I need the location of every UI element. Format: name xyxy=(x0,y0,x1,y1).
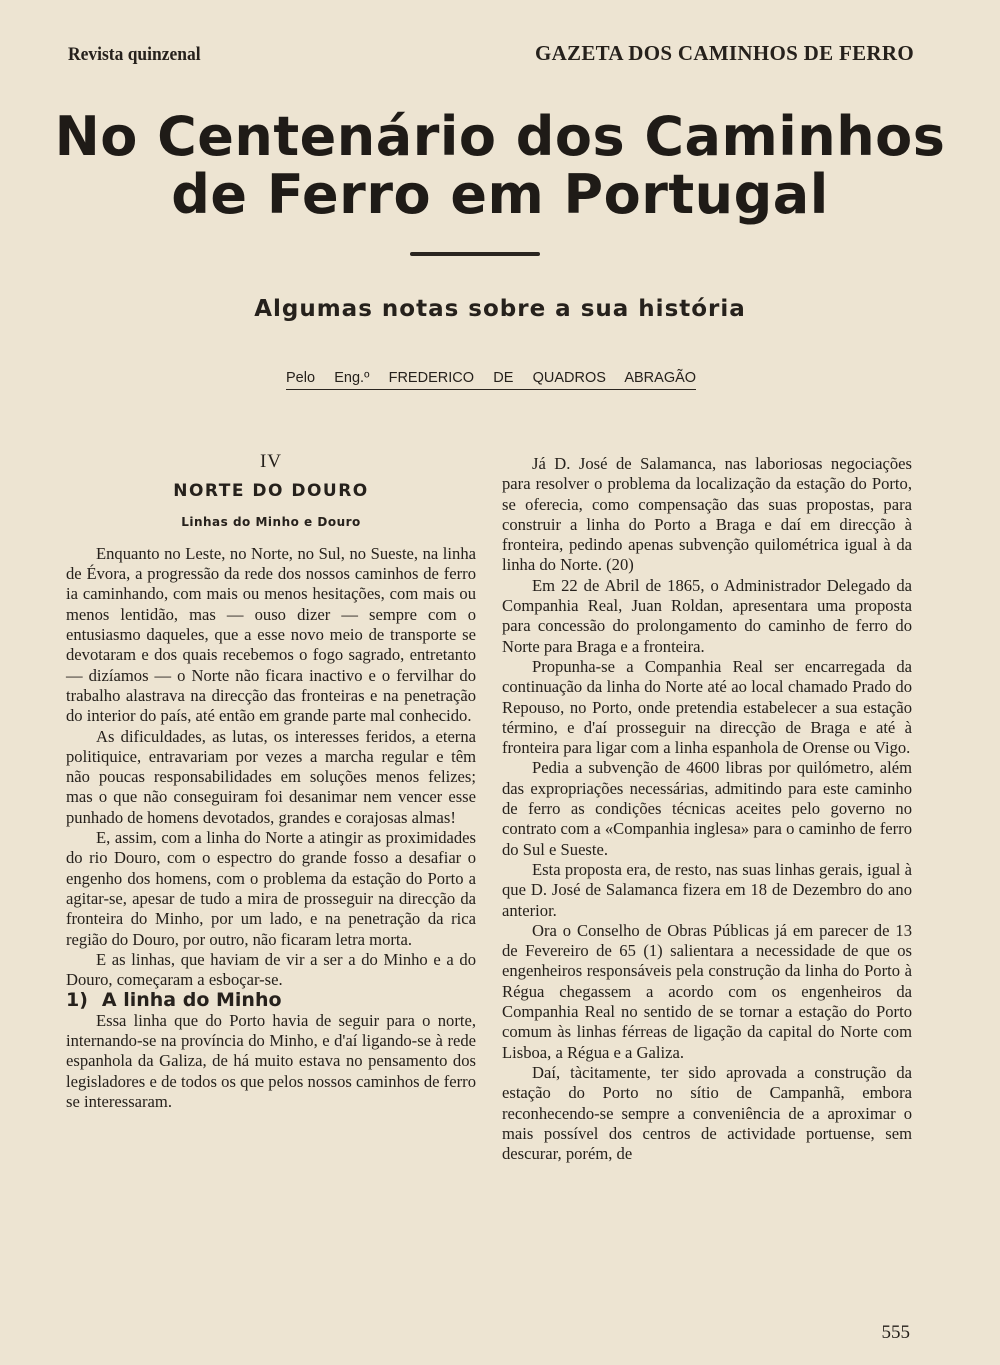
byline-word: ABRAGÃO xyxy=(624,370,697,386)
paragraph: Enquanto no Leste, no Norte, no Sul, no Sueste, na linha de Évora, a progressão da rede dos nossos caminhos de ferro ia caminhando, com mais ou menos hesitações, com mais ou menos lentidão, mas — ouso dizer — sempre com o entusiasmo daqueles, que a esse novo meio de transporte se devotaram e dos quais recebemos o fogo sagrado, entretanto — dizíamos — o Norte não ficara inactivo e o fervilhar do trabalho alastrava na direcção das fronteiras e na penetração do interior do país, até então em grande parte mal conhecido. xyxy=(66,543,476,726)
byline-word: QUADROS xyxy=(532,370,606,386)
journal-frequency-header: Revista quinzenal xyxy=(68,44,201,65)
paragraph: Essa linha que do Porto havia de seguir para o norte, internando-se na província do Minho, e d'aí ligando-se à rede espanhola da Galiza, de há muito estava no pensamento dos legisladores e de todos os que pelos nossos caminhos de ferro se interessaram. xyxy=(66,1010,476,1111)
article-title-line2: de Ferro em Portugal xyxy=(171,163,829,226)
paragraph: E, assim, com a linha do Norte a atingir as proximidades do rio Douro, com o espectro do grande fosso a desafiar o engenho dos homens, com o problema da estação do Porto a agitar-se, apesar de tudo a mira de prosseguir na direcção da fronteira do Minho, por um lado, e na penetração da rica região do Douro, por outro, não ficaram letra morta. xyxy=(66,828,476,949)
paragraph: Em 22 de Abril de 1865, o Administrador Delegado da Companhia Real, Juan Roldan, apresentara uma proposta para concessão do prolongamento do caminho de ferro do Norte para Braga e a fronteira. xyxy=(502,575,912,656)
paragraph: E as linhas, que haviam de vir a ser a do Minho e a do Douro, começaram a esboçar-se. xyxy=(66,949,476,990)
paragraph: Pedia a subvenção de 4600 libras por quilómetro, além das expropriações necessárias, admitindo para este caminho de ferro as condições técnicas aceites pelo governo no contrato com a «Companhia inglesa» para o caminho de ferro do Sul e Sueste. xyxy=(502,758,912,859)
byline-word: Eng.º xyxy=(334,370,370,386)
section-title: NORTE DO DOURO xyxy=(173,481,369,502)
subsection-title: A linha do Minho xyxy=(101,989,282,1012)
section-number: IV xyxy=(259,451,283,472)
paragraph: Esta proposta era, de resto, nas suas linhas gerais, igual à que D. José de Salamanca fizera em 18 de Dezembro do ano anterior. xyxy=(502,859,912,920)
journal-name-header: GAZETA DOS CAMINHOS DE FERRO xyxy=(534,41,914,65)
author-byline xyxy=(286,370,696,390)
article-subtitle: Algumas notas sobre a sua história xyxy=(254,296,746,322)
right-text-column xyxy=(502,454,912,1164)
paragraph: Propunha-se a Companhia Real ser encarregada da continuação da linha do Norte até ao local chamado Prado do Repouso, no Porto, onde pretendia estabelecer a sua estação término, e d'aí prosseguir na direcção de Braga e até à fronteira para ligar com a linha espanhola de Orense ou Vigo. xyxy=(502,656,912,758)
byline-word: Pelo xyxy=(286,370,316,386)
paragraph: Ora o Conselho de Obras Públicas já em parecer de 13 de Fevereiro de 65 (1) salientara a necessidade de que os engenheiros responsáveis pela construção da linha do Porto à Régua chegassem a acordo com os engenheiros da Companhia Real no sentido de se tornar a estação do Porto comum às linhas férreas de ligação da capital do Norte com Lisboa, a Régua e a Galiza. xyxy=(502,920,912,1062)
paragraph: Daí, tàcitamente, ter sido aprovada a construção da estação do Porto no sítio de Campanhã, embora reconhecendo-se sempre a conveniência de a aproximar o mais possível dos centros de actividade portuense, sem descurar, porém, de xyxy=(502,1062,912,1164)
title-divider xyxy=(410,252,540,256)
subsection-heading xyxy=(66,990,476,1010)
paragraph: Já D. José de Salamanca, nas laboriosas negociações para resolver o problema da localização da estação do Porto, se oferecia, como compensação das suas propostas, para construir a linha do Porto a Braga e daí em direcção à fronteira, pedindo apenas subvenção quilométrica igual à da linha do Norte. (20) xyxy=(502,454,912,575)
byline-word: DE xyxy=(493,370,514,386)
subsection-number: 1) xyxy=(66,989,88,1012)
article-title xyxy=(40,105,960,226)
section-subtitle: Linhas do Minho e Douro xyxy=(181,514,361,529)
left-text-column xyxy=(66,452,476,1112)
paragraph: As dificuldades, as lutas, os interesses feridos, a eterna politiquice, entravariam por vezes a marcha regular e têm não poucas responsabilidades em soluções menos felizes; mas o que não conseguiram foi desanimar nem vencer esse punhado de homens devotados, grandes e corajosas almas! xyxy=(66,726,476,827)
byline-word: FREDERICO xyxy=(388,370,474,386)
article-title-line1: No Centenário dos Caminhos xyxy=(54,105,946,168)
page-number: 555 xyxy=(881,1322,910,1343)
